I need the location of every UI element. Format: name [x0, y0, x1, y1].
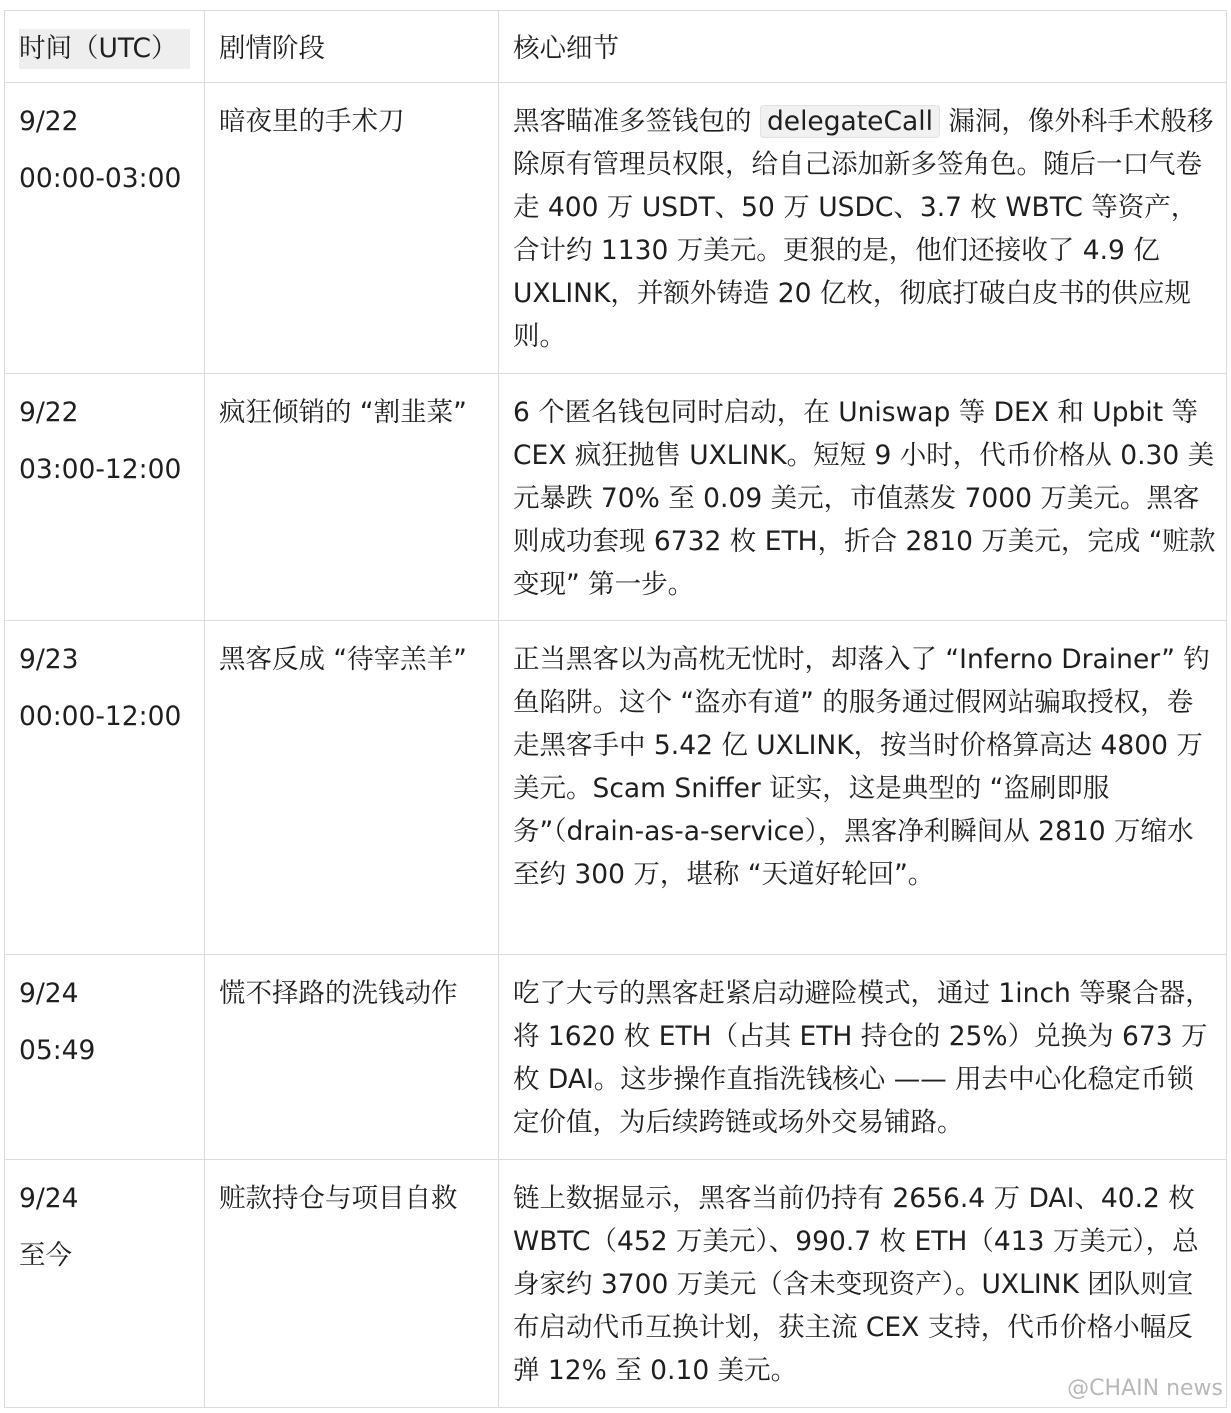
timeline-table — [4, 10, 1227, 1408]
header-time: 时间（UTC） — [5, 11, 205, 83]
time-cell — [5, 374, 205, 621]
table-row — [5, 1160, 1227, 1408]
detail-cell: 黑客瞄准多签钱包的 delegateCall 漏洞，像外科手术般移除原有管理员权限，给自己添加新多签角色。随后一口气卷走 400 万 USDT、50 万 USDC、3.7 枚 WBTC 等资产，合计约 1130 万美元。更狠的是，他们还接收了 4.9 亿 UXLINK，并额外铸造 20 亿枚，彻底打破白皮书的供应规则。 — [499, 83, 1227, 374]
stage-cell: 赃款持仓与项目自救 — [205, 1160, 499, 1408]
time-cell — [5, 1160, 205, 1408]
time-range: 05:49 — [19, 1035, 96, 1066]
stage-cell: 疯狂倾销的 “割韭菜” — [205, 374, 499, 621]
date-text: 9/24 — [19, 1183, 79, 1214]
stage-cell: 黑客反成 “待宰羔羊” — [205, 621, 499, 955]
time-cell — [5, 621, 205, 955]
header-row — [5, 11, 1227, 83]
date-text: 9/22 — [19, 397, 79, 428]
date-text: 9/23 — [19, 644, 79, 675]
time-range: 03:00-12:00 — [19, 454, 182, 485]
table-row — [5, 621, 1227, 955]
date-text: 9/22 — [19, 106, 79, 137]
detail-cell: 正当黑客以为高枕无忧时，却落入了 “Inferno Drainer” 钓鱼陷阱。这个 “盗亦有道” 的服务通过假网站骗取授权，卷走黑客手中 5.42 亿 UXLINK，按当时价格算高达 4800 万美元。Scam Sniffer 证实，这是典型的 “盗刷即服务”（drain-as-a-service），黑客净利瞬间从 2810 万缩水至约 300 万，堪称 “天道好轮回”。 — [499, 621, 1227, 955]
stage-cell: 暗夜里的手术刀 — [205, 83, 499, 374]
time-cell — [5, 955, 205, 1160]
time-cell — [5, 83, 205, 374]
date-text: 9/24 — [19, 978, 79, 1009]
watermark: @CHAIN news — [1067, 1376, 1223, 1401]
table-row — [5, 374, 1227, 621]
time-range: 00:00-03:00 — [19, 163, 182, 194]
header-stage: 剧情阶段 — [205, 11, 499, 83]
table-row — [5, 83, 1227, 374]
stage-cell: 慌不择路的洗钱动作 — [205, 955, 499, 1160]
detail-cell: 6 个匿名钱包同时启动，在 Uniswap 等 DEX 和 Upbit 等 CEX 疯狂抛售 UXLINK。短短 9 小时，代币价格从 0.30 美元暴跌 70% 至 0.09 美元，市值蒸发 7000 万美元。黑客则成功套现 6732 枚 ETH，折合 2810 万美元，完成 “赃款变现” 第一步。 — [499, 374, 1227, 621]
header-detail: 核心细节 — [499, 11, 1227, 83]
time-range: 00:00-12:00 — [19, 701, 182, 732]
time-range: 至今 — [19, 1240, 72, 1271]
detail-cell: 吃了大亏的黑客赶紧启动避险模式，通过 1inch 等聚合器，将 1620 枚 ETH（占其 ETH 持仓的 25%）兑换为 673 万枚 DAI。这步操作直指洗钱核心 —— 用去中心化稳定币锁定价值，为后续跨链或场外交易铺路。 — [499, 955, 1227, 1160]
detail-cell: 链上数据显示，黑客当前仍持有 2656.4 万 DAI、40.2 枚 WBTC（452 万美元）、990.7 枚 ETH（413 万美元），总身家约 3700 万美元（含未变现资产）。UXLINK 团队则宣布启动代币互换计划，获主流 CEX 支持，代币价格小幅反弹 12% 至 0.10 美元。 — [499, 1160, 1227, 1408]
table-row — [5, 955, 1227, 1160]
inline-code: delegateCall — [760, 105, 940, 138]
